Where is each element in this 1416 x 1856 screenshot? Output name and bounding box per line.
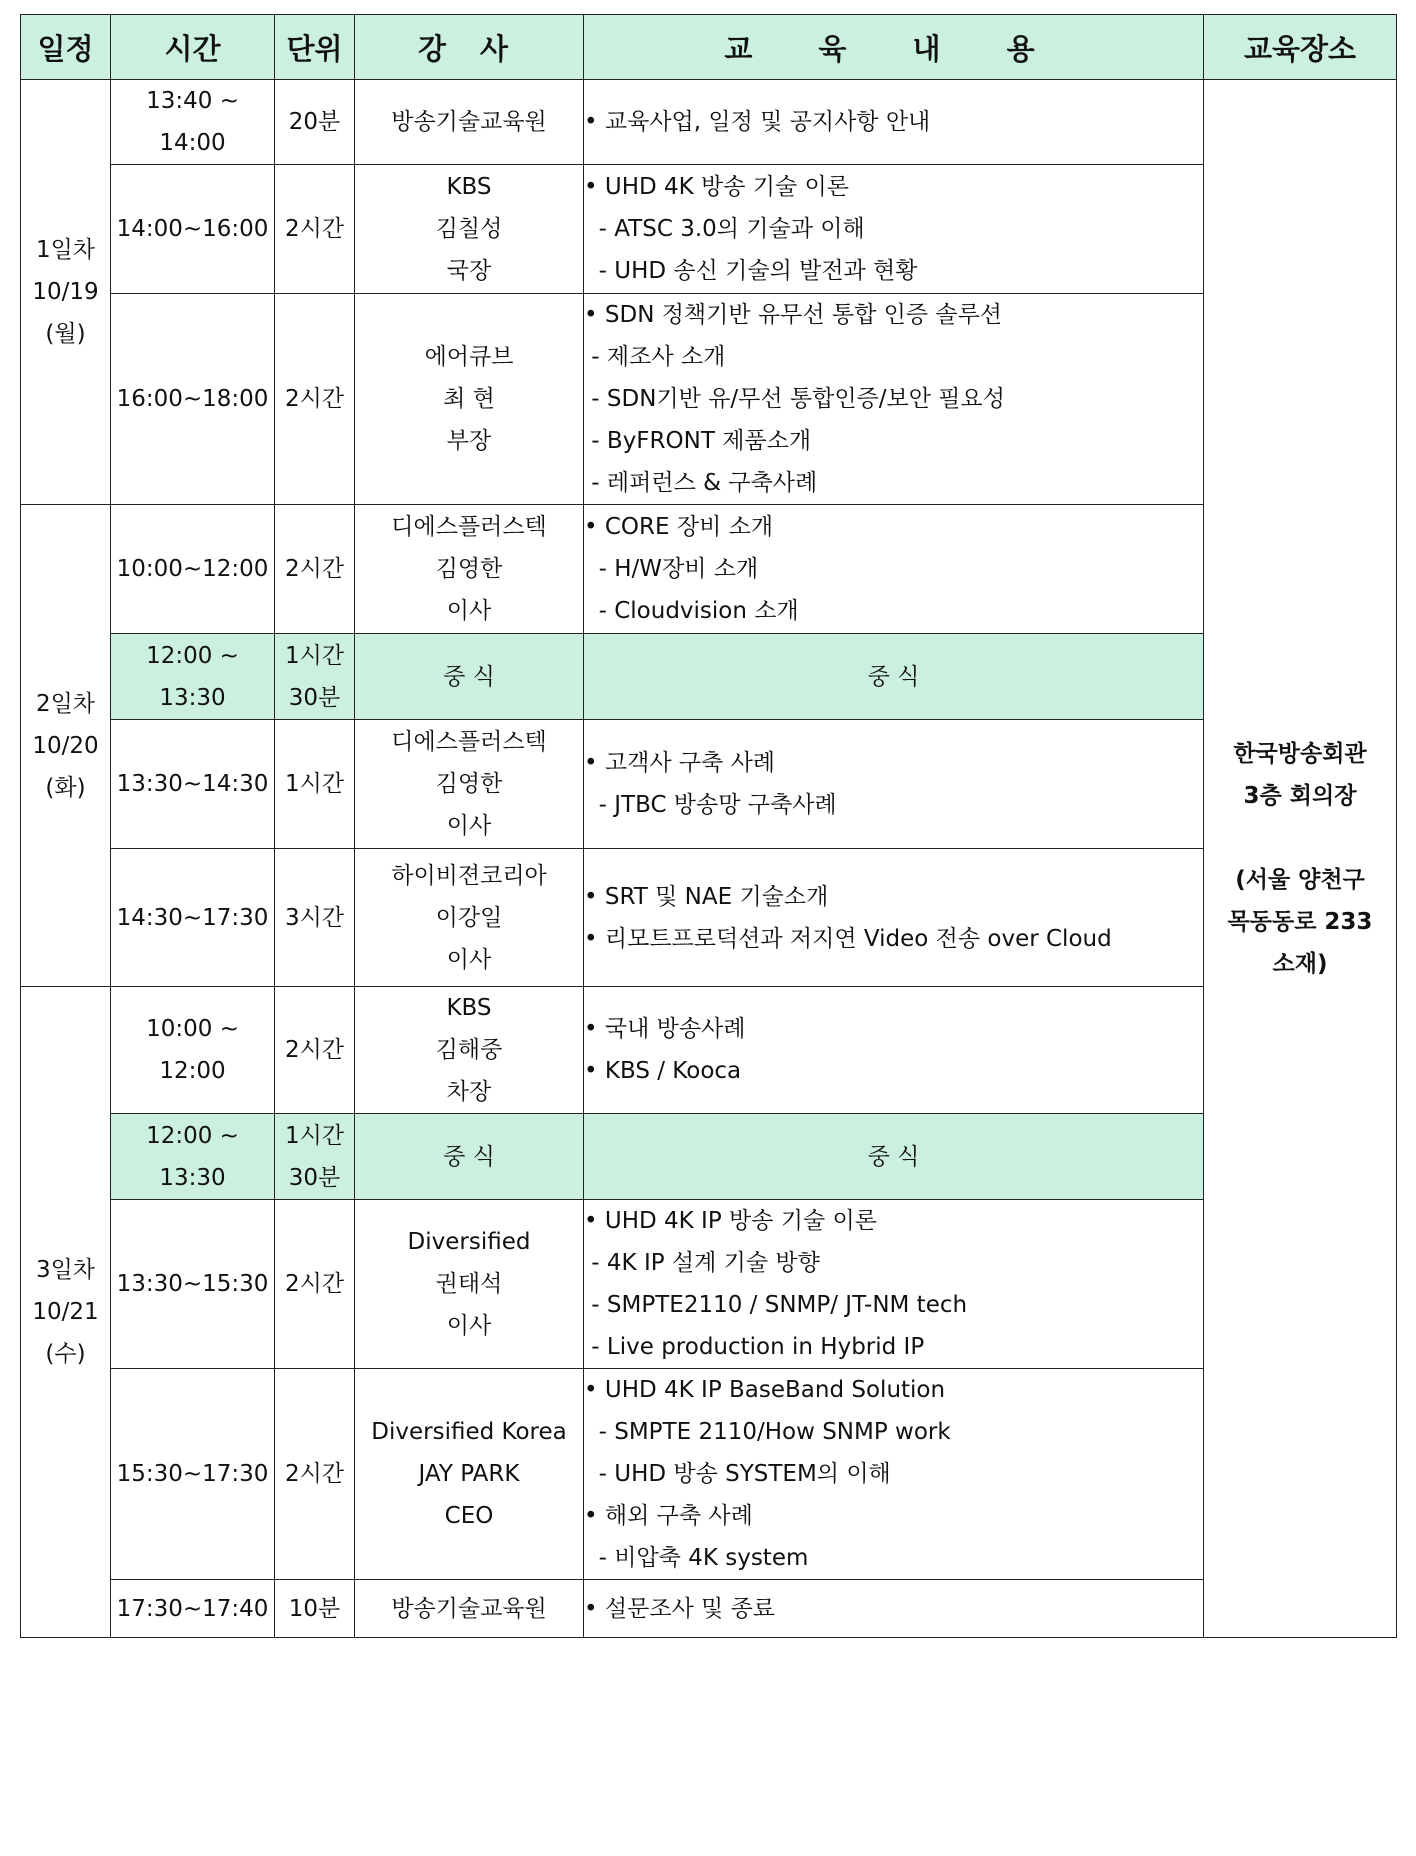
instructor-line: 방송기술교육원 bbox=[391, 109, 547, 135]
session-row bbox=[21, 720, 1397, 849]
unit-line: 30분 bbox=[288, 1164, 341, 1191]
unit-line: 1시간 bbox=[284, 771, 345, 797]
unit-cell bbox=[275, 849, 355, 987]
instructor-line: 이강일 bbox=[435, 904, 503, 931]
content-line: • SRT 및 NAE 기술소개 bbox=[584, 883, 829, 910]
content-cell bbox=[584, 634, 1204, 720]
day-label-line: (수) bbox=[45, 1341, 86, 1367]
instructor-line: 김영한 bbox=[435, 771, 503, 797]
unit-cell bbox=[275, 505, 355, 634]
content-cell bbox=[584, 80, 1204, 165]
content-line: • 설문조사 및 종료 bbox=[584, 1595, 776, 1622]
instructor-line: Diversified bbox=[407, 1229, 531, 1255]
instructor-line: KBS bbox=[446, 995, 492, 1021]
instructor-line: 중 식 bbox=[443, 1143, 495, 1170]
time-cell: 10:00 ~ 12:00 bbox=[111, 987, 275, 1114]
instructor-cell bbox=[355, 1580, 584, 1638]
time-cell: 10:00~12:00 bbox=[111, 505, 275, 634]
session-row bbox=[21, 849, 1397, 987]
content-line: • 리모트프로덕션과 저지연 Video 전송 over Cloud bbox=[584, 925, 1112, 952]
unit-cell bbox=[275, 80, 355, 165]
day-label-line: 10/21 bbox=[32, 1299, 99, 1325]
instructor-line: 이사 bbox=[446, 813, 492, 839]
content-cell bbox=[584, 720, 1204, 849]
time-cell: 14:00~16:00 bbox=[111, 165, 275, 294]
unit-cell bbox=[275, 634, 355, 720]
session-row bbox=[21, 165, 1397, 294]
content-line: - SMPTE 2110/How SNMP work bbox=[584, 1419, 951, 1445]
content-line: - ByFRONT 제품소개 bbox=[584, 428, 812, 454]
session-row bbox=[21, 505, 1397, 634]
header-time: 시간 bbox=[111, 15, 275, 80]
instructor-cell bbox=[355, 294, 584, 505]
content-line: - ATSC 3.0의 기술과 이해 bbox=[584, 216, 865, 242]
unit-cell bbox=[275, 720, 355, 849]
content-cell bbox=[584, 1369, 1204, 1580]
content-line: - 비압축 4K system bbox=[584, 1545, 809, 1571]
day-label-line: 2일차 bbox=[35, 690, 96, 717]
instructor-line: 부장 bbox=[446, 428, 492, 454]
place-line bbox=[1204, 817, 1396, 859]
unit-cell bbox=[275, 165, 355, 294]
header-schedule: 일정 bbox=[21, 15, 111, 80]
unit-cell bbox=[275, 1114, 355, 1200]
content-line: - JTBC 방송망 구축사례 bbox=[584, 792, 837, 818]
instructor-line: 차장 bbox=[446, 1079, 492, 1105]
day-label bbox=[21, 505, 111, 987]
instructor-line: 김영한 bbox=[435, 556, 503, 582]
instructor-line: 김칠성 bbox=[435, 216, 503, 242]
time-cell: 12:00 ~ 13:30 bbox=[111, 634, 275, 720]
unit-line: 2시간 bbox=[284, 216, 345, 242]
content-cell bbox=[584, 1580, 1204, 1638]
schedule-table bbox=[20, 14, 1397, 1638]
content-line: - UHD 방송 SYSTEM의 이해 bbox=[584, 1461, 891, 1487]
day-label-line: (월) bbox=[45, 321, 86, 347]
unit-line: 1시간 bbox=[284, 642, 345, 669]
unit-cell bbox=[275, 1200, 355, 1369]
day-label bbox=[21, 987, 111, 1638]
content-line: • 교육사업, 일정 및 공지사항 안내 bbox=[584, 109, 931, 135]
content-line: - Live production in Hybrid IP bbox=[584, 1334, 925, 1360]
instructor-line: JAY PARK bbox=[418, 1461, 520, 1487]
content-line: 중 식 bbox=[867, 1143, 920, 1170]
session-row bbox=[21, 1580, 1397, 1638]
content-cell bbox=[584, 505, 1204, 634]
session-row bbox=[21, 1369, 1397, 1580]
content-line: - Cloudvision 소개 bbox=[584, 598, 799, 624]
instructor-line: 이사 bbox=[446, 1313, 492, 1339]
unit-cell bbox=[275, 1580, 355, 1638]
content-line: - UHD 송신 기술의 발전과 현황 bbox=[584, 258, 918, 284]
day-label-line: 3일차 bbox=[35, 1257, 96, 1283]
session-row bbox=[21, 1200, 1397, 1369]
content-line: - SMPTE2110 / SNMP/ JT-NM tech bbox=[584, 1292, 968, 1318]
day-label-line: 1일차 bbox=[35, 237, 96, 263]
place-cell bbox=[1204, 80, 1397, 1638]
time-cell: 14:30~17:30 bbox=[111, 849, 275, 987]
instructor-cell bbox=[355, 1114, 584, 1200]
instructor-cell bbox=[355, 165, 584, 294]
content-line: • SDN 정책기반 유무선 통합 인증 솔루션 bbox=[584, 302, 1002, 328]
lunch-row bbox=[21, 634, 1397, 720]
unit-line: 10분 bbox=[288, 1595, 341, 1622]
time-cell: 12:00 ~ 13:30 bbox=[111, 1114, 275, 1200]
instructor-cell bbox=[355, 80, 584, 165]
content-line: • UHD 4K 방송 기술 이론 bbox=[584, 174, 849, 200]
instructor-line: KBS bbox=[446, 174, 492, 200]
unit-line: 2시간 bbox=[284, 1271, 345, 1297]
instructor-line: CEO bbox=[444, 1503, 494, 1529]
content-cell bbox=[584, 294, 1204, 505]
content-cell bbox=[584, 987, 1204, 1114]
instructor-line: 국장 bbox=[446, 258, 492, 284]
instructor-line: 디에스플러스텍 bbox=[391, 729, 547, 755]
day-label-line: 10/20 bbox=[32, 732, 99, 759]
instructor-cell bbox=[355, 505, 584, 634]
instructor-cell bbox=[355, 720, 584, 849]
place-line: 3층 회의장 bbox=[1243, 782, 1357, 809]
instructor-cell bbox=[355, 634, 584, 720]
header-instructor: 강 사 bbox=[355, 15, 584, 80]
unit-line: 2시간 bbox=[284, 1461, 345, 1487]
unit-line: 2시간 bbox=[284, 556, 345, 582]
unit-line: 2시간 bbox=[284, 386, 345, 412]
instructor-line: 에어큐브 bbox=[424, 344, 514, 370]
content-line: • UHD 4K IP 방송 기술 이론 bbox=[584, 1208, 877, 1234]
session-row bbox=[21, 294, 1397, 505]
header-content: 교 육 내 용 bbox=[584, 15, 1204, 80]
instructor-line: 김해중 bbox=[435, 1037, 503, 1063]
content-line: - 레퍼런스 & 구축사례 bbox=[584, 470, 818, 496]
content-line: • 해외 구축 사례 bbox=[584, 1503, 753, 1529]
time-cell: 13:40 ~ 14:00 bbox=[111, 80, 275, 165]
instructor-line: 하이비젼코리아 bbox=[391, 862, 547, 889]
lunch-row bbox=[21, 1114, 1397, 1200]
content-line: - H/W장비 소개 bbox=[584, 556, 759, 582]
instructor-line: 이사 bbox=[446, 946, 492, 973]
unit-cell bbox=[275, 1369, 355, 1580]
header-unit: 단위 bbox=[275, 15, 355, 80]
place-line: 한국방송회관 bbox=[1233, 740, 1367, 767]
content-line: - 4K IP 설계 기술 방향 bbox=[584, 1250, 820, 1276]
unit-cell bbox=[275, 987, 355, 1114]
time-cell: 17:30~17:40 bbox=[111, 1580, 275, 1638]
day-label bbox=[21, 80, 111, 505]
content-line: • KBS / Kooca bbox=[584, 1058, 742, 1084]
time-cell: 15:30~17:30 bbox=[111, 1369, 275, 1580]
content-line: - 제조사 소개 bbox=[584, 344, 726, 370]
instructor-line: 이사 bbox=[446, 598, 492, 624]
instructor-line: Diversified Korea bbox=[371, 1419, 567, 1445]
day-label-line: 10/19 bbox=[32, 279, 99, 305]
place-line: 소재) bbox=[1272, 950, 1328, 977]
session-row bbox=[21, 987, 1397, 1114]
time-cell: 13:30~15:30 bbox=[111, 1200, 275, 1369]
unit-line: 1시간 bbox=[284, 1122, 345, 1149]
unit-cell bbox=[275, 294, 355, 505]
place-line: (서울 양천구 bbox=[1235, 866, 1365, 893]
content-line: 중 식 bbox=[867, 663, 920, 690]
unit-line: 30분 bbox=[288, 684, 341, 711]
content-cell bbox=[584, 165, 1204, 294]
unit-line: 2시간 bbox=[284, 1037, 345, 1063]
instructor-cell bbox=[355, 1200, 584, 1369]
unit-line: 3시간 bbox=[284, 904, 345, 931]
instructor-line: 방송기술교육원 bbox=[391, 1595, 547, 1622]
header-place: 교육장소 bbox=[1204, 15, 1397, 80]
instructor-cell bbox=[355, 849, 584, 987]
content-line: • 고객사 구축 사례 bbox=[584, 750, 776, 776]
content-line: • CORE 장비 소개 bbox=[584, 514, 774, 540]
instructor-line: 디에스플러스텍 bbox=[391, 514, 547, 540]
content-line: - SDN기반 유/무선 통합인증/보안 필요성 bbox=[584, 386, 1005, 412]
instructor-cell bbox=[355, 987, 584, 1114]
content-line: • 국내 방송사례 bbox=[584, 1016, 746, 1042]
time-cell: 16:00~18:00 bbox=[111, 294, 275, 505]
content-cell bbox=[584, 849, 1204, 987]
header-row bbox=[21, 15, 1397, 80]
session-row bbox=[21, 80, 1397, 165]
time-cell: 13:30~14:30 bbox=[111, 720, 275, 849]
place-line: 목동동로 233 bbox=[1227, 908, 1373, 935]
instructor-line: 권태석 bbox=[435, 1271, 503, 1297]
unit-line: 20분 bbox=[288, 109, 341, 135]
content-cell bbox=[584, 1114, 1204, 1200]
content-line: • UHD 4K IP BaseBand Solution bbox=[584, 1377, 946, 1403]
instructor-cell bbox=[355, 1369, 584, 1580]
day-label-line: (화) bbox=[45, 774, 86, 801]
instructor-line: 중 식 bbox=[443, 663, 495, 690]
content-cell bbox=[584, 1200, 1204, 1369]
instructor-line: 최 현 bbox=[443, 386, 495, 412]
